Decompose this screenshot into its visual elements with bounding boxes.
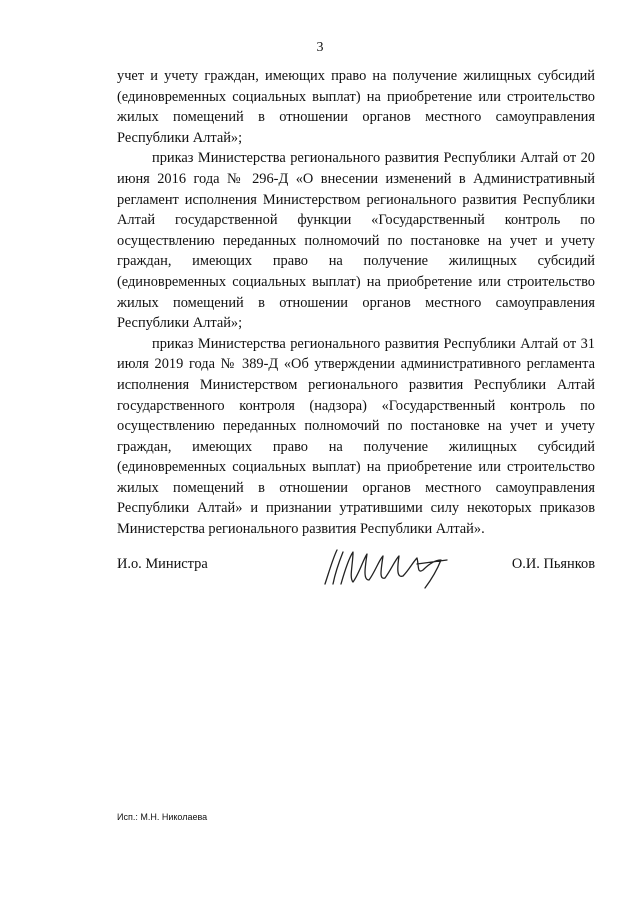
handwritten-signature xyxy=(319,544,469,590)
document-body xyxy=(117,66,595,540)
paragraph-continuation: учет и учету граждан, имеющих право на получение жилищных субсидий (единовременных социальных выплат) на приобретение или строительство жилых помещений в отношении органов местного самоуправления Республики Алтай»; xyxy=(117,68,595,146)
paragraph-order-389-d: приказ Министерства регионального развития Республики Алтай от 31 июля 2019 года № 389-Д «Об утверждении административного регламента исполнения Министерством регионального развития Республики Алтай государственного контроля (надзора) «Государственный контроль по осуществлению переданных полномочий по постановке на учет и учету граждан, имеющих право на получение жилищных субсидий (единовременных социальных выплат) на приобретение или строительство жилых помещений в отношении органов местного самоуправления Республики Алтай» и признании утратившими силу некоторых приказов Министерства регионального развития Республики Алтай». xyxy=(117,335,595,538)
signatory-name: О.И. Пьянков xyxy=(511,556,595,572)
page-number: 3 xyxy=(316,40,324,55)
executor-note: Исп.: М.Н. Николаева xyxy=(117,812,208,822)
signatory-title: И.о. Министра xyxy=(117,556,208,572)
signature-block xyxy=(117,550,595,590)
paragraph-order-296-d: приказ Министерства регионального развития Республики Алтай от 20 июня 2016 года № 296-Д «О внесении изменений в Административный регламент исполнения Министерством регионального развития Республики Алтай государственной функции «Государственный контроль по осуществлению переданных полномочий по постановке на учет и учету граждан, имеющих право на получение жилищных субсидий (единовременных социальных выплат) на приобретение или строительство жилых помещений в отношении органов местного самоуправления Республики Алтай»; xyxy=(117,150,595,332)
